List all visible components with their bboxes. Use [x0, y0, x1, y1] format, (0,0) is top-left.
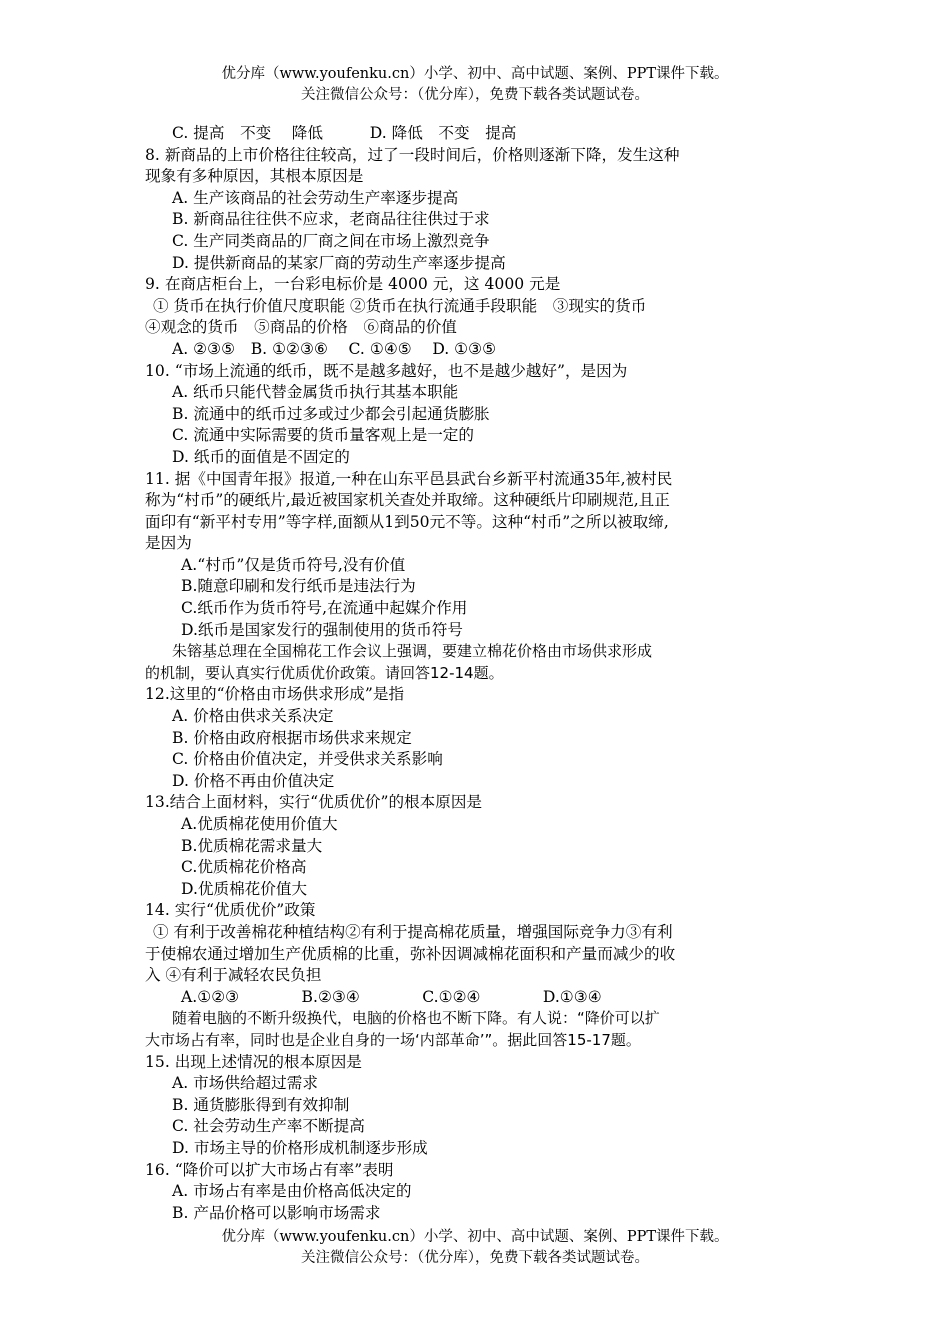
text-line: 入 ④有利于减轻农民负担	[145, 966, 322, 985]
text-line: C. 价格由价值决定，并受供求关系影响	[172, 750, 443, 769]
text-line: 称为“村币”的硬纸片,最近被国家机关查处并取缔。这种硬纸片印刷规范,且正	[145, 491, 670, 510]
exam-content	[145, 123, 825, 1224]
text-line: D. 价格不再由价值决定	[172, 771, 335, 790]
text-line: ④观念的货币 ⑤商品的价格 ⑥商品的价值	[145, 318, 457, 337]
page-footer	[0, 1227, 950, 1269]
text-line: B. 价格由政府根据市场供求来规定	[172, 728, 412, 747]
text-line: A.优质棉花使用价值大	[181, 815, 338, 833]
text-line: 12.这里的“价格由市场供求形成”是指	[145, 685, 405, 704]
text-line: A. 市场供给超过需求	[172, 1074, 318, 1093]
text-line: C. 社会劳动生产率不断提高	[172, 1117, 365, 1136]
text-line: A. 价格由供求关系决定	[172, 707, 334, 726]
text-line: 16. “降价可以扩大市场占有率”表明	[145, 1160, 394, 1179]
text-line: A. 生产该商品的社会劳动生产率逐步提高	[172, 188, 459, 207]
text-line: D.优质棉花价值大	[181, 879, 308, 898]
text-line: 8. 新商品的上市价格往往较高，过了一段时间后，价格则逐渐下降，发生这种	[145, 145, 680, 164]
text-line: C. 提高 不变 降低 D. 降低 不变 提高	[172, 124, 517, 142]
text-line: C.优质棉花价格高	[181, 858, 307, 877]
text-line: 14. 实行“优质优价”政策	[145, 901, 316, 920]
footer-line-1: 优分库（www.youfenku.cn）小学、初中、高中试题、案例、PPT课件下载。	[221, 1229, 729, 1245]
text-line: D. 市场主导的价格形成机制逐步形成	[172, 1138, 428, 1157]
text-line: C.纸币作为货币符号,在流通中起媒介作用	[181, 599, 468, 618]
text-line: 大市场占有率，同时也是企业自身的一场‘内部革命’”。据此回答15-17题。	[145, 1030, 641, 1049]
text-line: 现象有多种原因，其根本原因是	[145, 167, 364, 186]
text-line: 面印有“新平村专用”等字样,面额从1到50元不等。这种“村币”之所以被取缔,	[145, 512, 669, 531]
text-line: ① 货币在执行价值尺度职能 ②货币在执行流通手段职能 ③现实的货币	[153, 296, 647, 315]
text-line: B. 新商品往往供不应求，老商品往往供过于求	[172, 210, 490, 229]
text-line: 9. 在商店柜台上，一台彩电标价是 4000 元，这 4000 元是	[145, 275, 561, 294]
text-line: 于使棉农通过增加生产优质棉的比重，弥补因调减棉花面积和产量而减少的收	[145, 944, 676, 963]
text-line: ① 有利于改善棉花种植结构②有利于提高棉花质量，增强国际竞争力③有利	[153, 922, 673, 941]
text-line: 15. 出现上述情况的根本原因是	[145, 1052, 362, 1071]
text-line: A.“村币”仅是货币符号,没有价值	[181, 555, 406, 574]
text-line: 13.结合上面材料，实行“优质优价”的根本原因是	[145, 793, 483, 812]
text-line: A. 纸币只能代替金属货币执行其基本职能	[172, 383, 459, 402]
header-line-2: 关注微信公众号：（优分库），免费下载各类试题试卷。	[301, 87, 649, 103]
text-line: 朱镕基总理在全国棉花工作会议上强调，要建立棉花价格由市场供求形成	[172, 642, 653, 661]
text-line: B.随意印刷和发行纸币是违法行为	[181, 577, 416, 596]
header-line-1: 优分库（www.youfenku.cn）小学、初中、高中试题、案例、PPT课件下载。	[221, 66, 729, 82]
text-line: D.纸币是国家发行的强制使用的货币符号	[181, 620, 463, 639]
text-line: 随着电脑的不断升级换代，电脑的价格也不断下降。有人说：“降价可以扩	[172, 1009, 660, 1028]
text-line: A. 市场占有率是由价格高低决定的	[172, 1182, 412, 1201]
footer-line-2: 关注微信公众号：（优分库），免费下载各类试题试卷。	[301, 1250, 649, 1266]
text-line: 10. “市场上流通的纸币，既不是越多越好，也不是越少越好”，是因为	[145, 361, 628, 380]
text-line: B. 通货膨胀得到有效抑制	[172, 1095, 350, 1114]
text-line: 的机制，要认真实行优质优价政策。请回答12-14题。	[145, 663, 504, 682]
text-line: B.优质棉花需求量大	[181, 836, 323, 855]
text-line: D. 纸币的面值是不固定的	[172, 447, 350, 466]
text-line: A.①②③ B.②③④ C.①②④ D.①③④	[181, 987, 602, 1006]
text-line: 是因为	[145, 534, 192, 553]
text-line: D. 提供新商品的某家厂商的劳动生产率逐步提高	[172, 253, 506, 272]
text-line: 11. 据《中国青年报》报道,一种在山东平邑县武台乡新平村流通35年,被村民	[145, 469, 673, 488]
text-line: A. ②③⑤ B. ①②③⑥ C. ①④⑤ D. ①③⑤	[172, 339, 497, 358]
text-line: B. 产品价格可以影响市场需求	[172, 1203, 381, 1222]
text-line: B. 流通中的纸币过多或过少都会引起通货膨胀	[172, 404, 490, 423]
text-line: C. 生产同类商品的厂商之间在市场上激烈竞争	[172, 231, 490, 250]
page-header	[0, 64, 950, 106]
text-line: C. 流通中实际需要的货币量客观上是一定的	[172, 426, 474, 445]
